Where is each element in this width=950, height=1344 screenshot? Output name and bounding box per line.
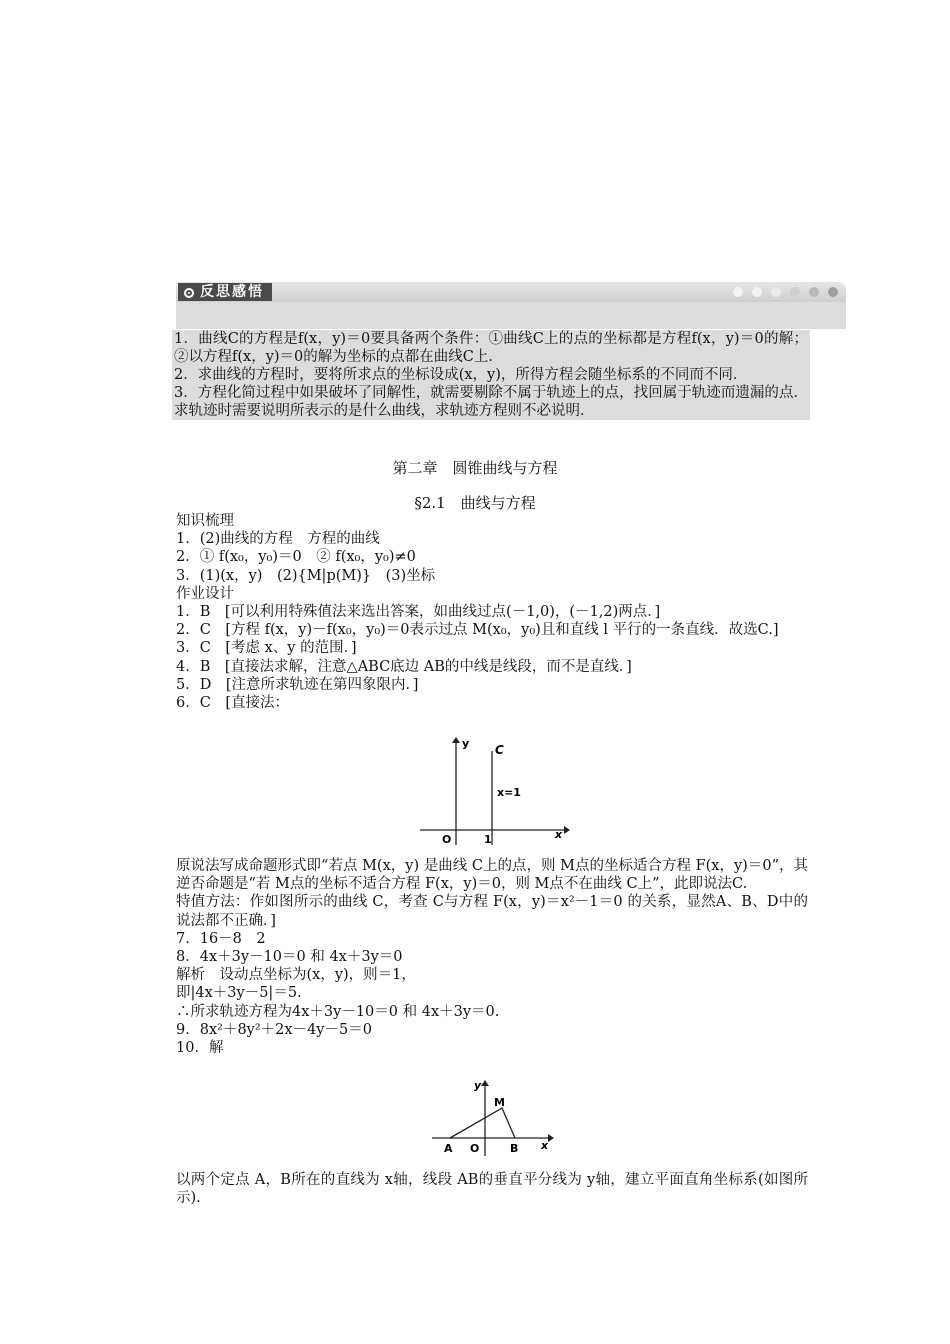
reflection-item-2: 2．求曲线的方程时，要将所求点的坐标设成(x，y)，所得方程会随坐标系的不同而不同． <box>174 367 748 383</box>
fig1-eq-label: x=1 <box>497 786 521 799</box>
answers-block-3 <box>176 1171 808 1207</box>
answer-10: 10．解 <box>176 1040 224 1057</box>
fig2-b-label: B <box>510 1142 519 1155</box>
knowledge-2: 2．① f(x₀，y₀)＝0 ② f(x₀，y₀)≠0 <box>176 549 416 566</box>
answer-9: 9．8x²＋8y²＋2x－4y－5＝0 <box>176 1021 372 1038</box>
answer-1: 1．B [可以利用特殊值法来选出答案，如曲线过点(－1,0)，(－1,2)两点．] <box>176 604 661 621</box>
banner-sub <box>176 302 846 329</box>
reflection-item-1: 1．曲线C的方程是f(x，y)＝0要具备两个条件：①曲线C上的点的坐标都是方程f(x，y)＝0的解；②以方程f(x，y)＝0的解为坐标的点都在曲线C上． <box>174 331 808 365</box>
answer-7: 7．16－8 2 <box>176 930 266 947</box>
banner-dots <box>733 287 838 297</box>
answer-8-step-1: 解析 设动点坐标为(x，y)，则＝1， <box>176 967 416 984</box>
answer-4: 4．B [直接法求解，注意△ABC底边 AB的中线是线段，而不是直线．] <box>176 658 632 675</box>
fig1-y-label: y <box>462 737 470 750</box>
answer-8: 8．4x＋3y－10＝0 和 4x＋3y＝0 <box>176 949 403 966</box>
fig1-origin-label: O <box>442 833 452 846</box>
knowledge-1: 1．(2)曲线的方程 方程的曲线 <box>176 531 380 548</box>
answer-8-step-3: ∴所求轨迹方程为4x＋3y－10＝0 和 4x＋3y＝0. <box>176 1003 500 1020</box>
answer-10-text: 以两个定点 A，B所在的直线为 x轴，线段 AB的垂直平分线为 y轴，建立平面直角坐标系(如图所示). <box>176 1172 808 1207</box>
answer-5: 5．D [注意所求轨迹在第四象限内．] <box>176 676 419 693</box>
reflection-banner <box>176 282 846 329</box>
heading-homework: 作业设计 <box>176 585 234 602</box>
target-icon <box>184 288 194 298</box>
banner-bar <box>176 282 846 302</box>
fig1-x-label: x <box>555 828 563 841</box>
section-title: §2.1 曲线与方程 <box>414 494 536 512</box>
heading-knowledge: 知识梳理 <box>176 513 234 529</box>
knowledge-3: 3．(1)(x，y) (2){M|p(M)} (3)坐标 <box>176 567 436 584</box>
answers-block-2 <box>176 857 808 1057</box>
figure-triangle-amb <box>430 1078 555 1158</box>
answer-6-text-1: 原说法写成命题形式即“若点 M(x，y) 是曲线 C上的点，则 M点的坐标适合方程 F(x，y)＝0”，其逆否命题是“若 M点的坐标不适合方程 F(x，y)＝0，则 M点不在曲线 C上”，此即说法C. <box>176 858 808 893</box>
answer-3: 3．C [考虑 x、y 的范围．] <box>176 640 357 657</box>
fig1-one-label: 1 <box>484 833 492 846</box>
answer-6: 6．C [直接法： <box>176 695 289 712</box>
fig2-y-label: y <box>474 1079 482 1092</box>
fig2-a-label: A <box>444 1142 453 1155</box>
fig2-origin-label: O <box>470 1142 480 1155</box>
fig2-m-label: M <box>494 1096 505 1109</box>
chapter-title: 第二章 圆锥曲线与方程 <box>392 459 558 477</box>
fig1-c-label: C <box>495 743 504 757</box>
answer-2: 2．C [方程 f(x，y)－f(x₀，y₀)＝0表示过点 M(x₀，y₀)且和直线 l 平行的一条直线．故选C.] <box>176 622 779 639</box>
fig2-x-label: x <box>541 1139 549 1152</box>
answer-6-text-2: 特值方法：作如图所示的曲线 C，考查 C与方程 F(x，y)＝x²－1＝0 的关系，显然A、B、D中的说法都不正确．] <box>176 894 808 929</box>
reflection-item-3: 3．方程化简过程中如果破坏了同解性，就需要剔除不属于轨迹上的点，找回属于轨迹而遗漏的点．求轨迹时需要说明所表示的是什么曲线，求轨迹方程则不必说明． <box>174 385 808 419</box>
reflection-box <box>172 330 810 420</box>
answer-8-step-2: 即|4x＋3y－5|＝5. <box>176 985 302 1002</box>
banner-tab <box>178 283 272 301</box>
banner-title: 反思感悟 <box>200 284 264 300</box>
figure-line-x-equals-1 <box>420 737 570 847</box>
answers-block-1 <box>176 512 808 712</box>
